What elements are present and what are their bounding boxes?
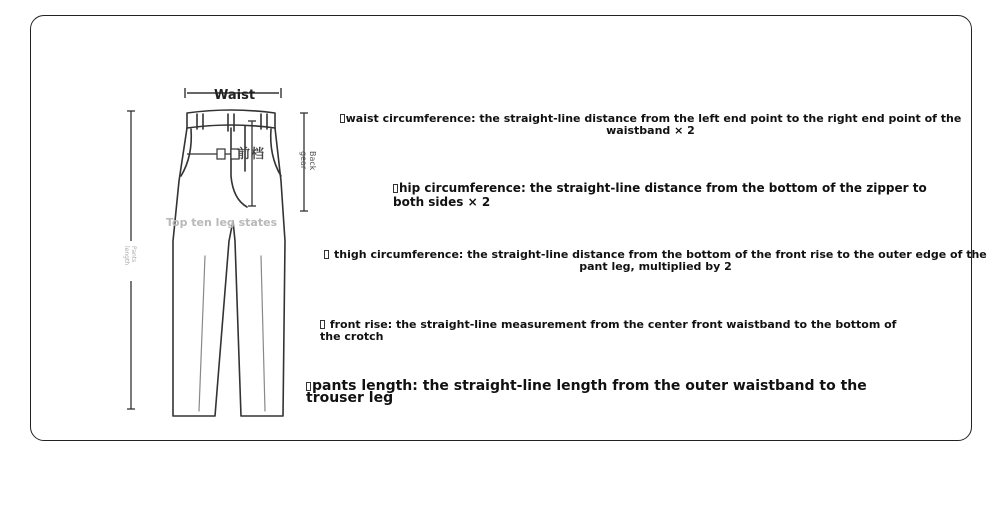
hip-definition-text: hip circumference: the straight-line distance from the bottom of the zipper to both sides × 2 (393, 181, 927, 209)
waist-label: Waist (214, 88, 256, 103)
waist-definition-text: waist circumference: the straight-line distance from the left end point to the right end point of the waistband × 2 (345, 112, 962, 137)
thigh-definition (318, 249, 993, 273)
front-rise-definition-text: front rise: the straight-line measurement from the center front waistband to the bottom of the crotch (320, 318, 897, 343)
measurement-card (30, 15, 987, 441)
missing-glyph-icon (324, 250, 329, 259)
hip-definition (393, 181, 928, 209)
pants-length-definition-text: pants length: the straight-line length from the outer waistband to the trouser leg (306, 378, 867, 406)
front-rise-definition (320, 319, 920, 343)
missing-glyph-icon (320, 320, 325, 329)
thigh-definition-text: thigh circumference: the straight-line distance from the bottom of the front rise to the outer edge of the pant leg, multiplied by 2 (330, 248, 987, 273)
pants-length-label: Pants length (123, 246, 137, 266)
pants-diagram (121, 81, 331, 426)
pants-illustration (121, 81, 331, 426)
back-rise-label: Back gear (299, 151, 317, 171)
watermark: Top ten leg states (166, 216, 278, 229)
front-rise-label: 前档 (237, 147, 266, 162)
missing-glyph-icon (393, 184, 398, 193)
pants-length-definition (306, 380, 926, 404)
waist-definition (323, 113, 978, 137)
missing-glyph-icon (340, 114, 345, 123)
